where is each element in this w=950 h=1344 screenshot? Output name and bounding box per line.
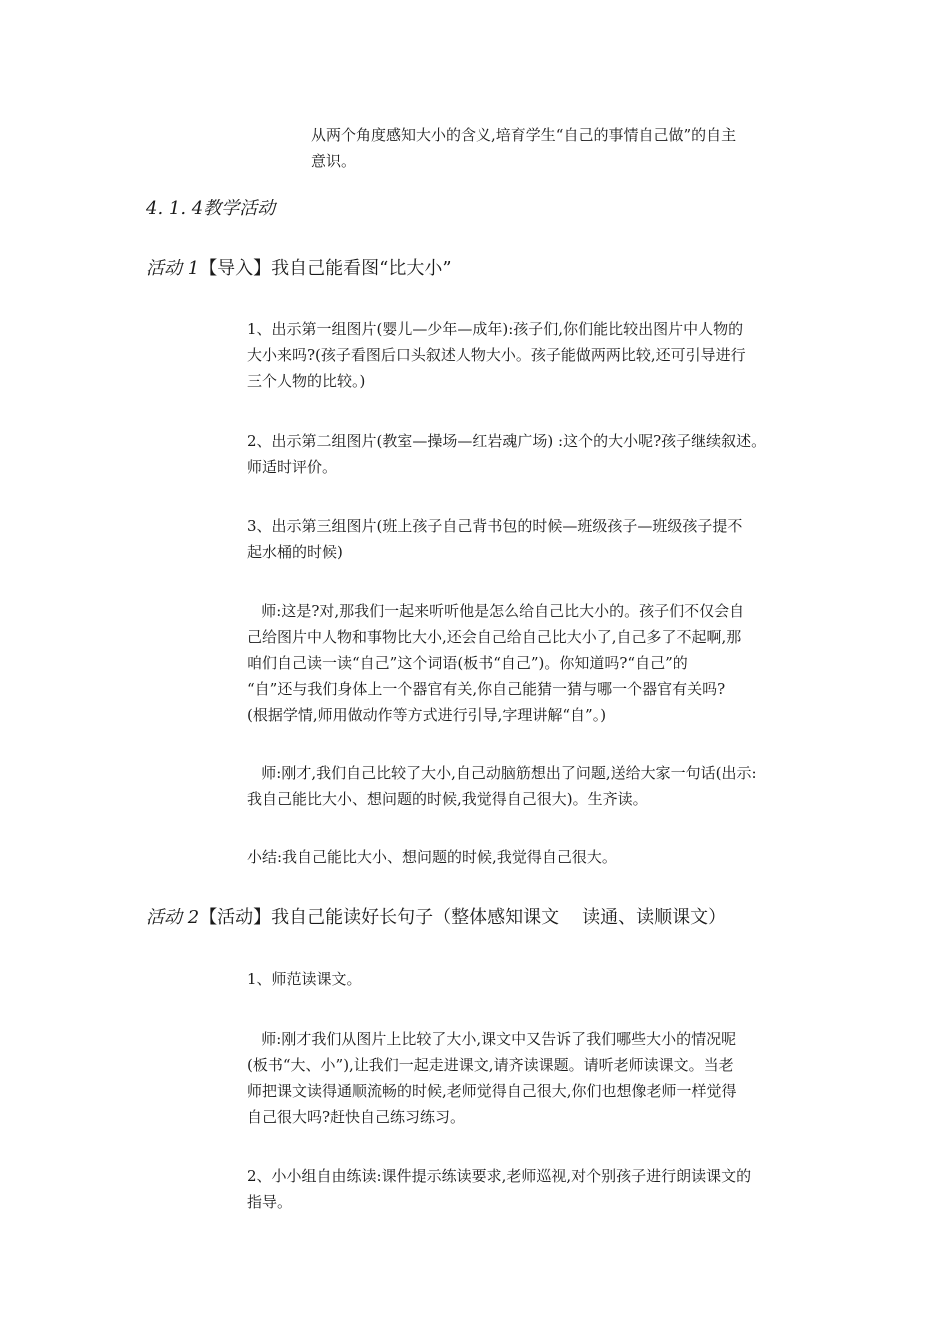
activity-1-step-1 <box>247 316 746 394</box>
teacher-dialogue-2 <box>247 760 757 812</box>
activity-2-step-1 <box>247 966 362 992</box>
text-line: (根据学情,师用做动作等方式进行引导,字理讲解“自”。) <box>247 706 607 724</box>
text-line: 大小来吗?(孩子看图后口头叙述人物大小。孩子能做两两比较,还可引导进行 <box>247 346 746 364</box>
text-line: 3、出示第三组图片(班上孩子自己背书包的时候—班级孩子—班级孩子提不 <box>247 517 743 535</box>
activity-1-step-3 <box>247 513 742 565</box>
text-line: 咱们自己读一读“自己”这个词语(板书“自己”)。你知道吗?“自己”的 <box>247 654 688 672</box>
section-heading: 4. 1. 4教学活动 <box>146 198 276 219</box>
activity-2-step-2 <box>247 1163 751 1215</box>
text-line: 小结:我自己能比大小、想问题的时候,我觉得自己很大。 <box>247 848 617 866</box>
text-line: “自”还与我们身体上一个器官有关,你自己能猜一猜与哪一个器官有关吗? <box>247 680 726 698</box>
text-line: 2、出示第二组图片(教室—操场—红岩魂广场) :这个的大小呢?孩子继续叙述。 <box>247 432 767 450</box>
text-line: 1、师范读课文。 <box>247 970 362 988</box>
text-line: 自己很大吗?赶快自己练习练习。 <box>247 1108 466 1126</box>
activity-1-step-2 <box>247 428 766 480</box>
activity-title: 【导入】我自己能看图“比大小” <box>199 258 452 279</box>
text-line: 己给图片中人物和事物比大小,还会自己给自己比大小了,自己多了不起啊,那 <box>247 628 742 646</box>
text-line: 师适时评价。 <box>247 458 338 476</box>
text-line: 师:刚才,我们自己比较了大小,自己动脑筋想出了问题,送给大家一句话(出示: <box>247 764 757 782</box>
activity-label: 活动 2 <box>146 907 200 928</box>
text-line: 师:刚才我们从图片上比较了大小,课文中又告诉了我们哪些大小的情况呢 <box>247 1030 737 1048</box>
text-line: 指导。 <box>247 1193 293 1211</box>
text-line: 1、出示第一组图片(婴儿—少年—成年):孩子们,你们能比较出图片中人物的 <box>247 320 744 338</box>
text-line: 三个人物的比较。) <box>247 372 366 390</box>
teacher-dialogue-1 <box>247 598 744 728</box>
text-line: 从两个角度感知大小的含义,培育学生“自己的事情自己做”的自主 <box>311 126 737 144</box>
text-line: 我自己能比大小、想问题的时候,我觉得自己很大)。生齐读。 <box>247 790 648 808</box>
activity-2-heading <box>146 905 726 931</box>
text-line: 2、小小组自由练读:课件提示练读要求,老师巡视,对个别孩子进行朗读课文的 <box>247 1167 752 1185</box>
text-line: 师:这是?对,那我们一起来听听他是怎么给自己比大小的。孩子们不仅会自 <box>247 602 745 620</box>
activity-title: 【活动】我自己能读好长句子（整体感知课文 读通、读顺课文） <box>199 907 727 928</box>
text-line: 起水桶的时候) <box>247 543 343 561</box>
text-line: 师把课文读得通顺流畅的时候,老师觉得自己很大,你们也想像老师一样觉得 <box>247 1082 737 1100</box>
text-line: 意识。 <box>311 152 357 170</box>
activity-1-heading <box>146 256 452 282</box>
teacher-dialogue-3 <box>247 1026 737 1130</box>
intro-paragraph <box>311 122 736 174</box>
text-line: (板书“大、小”),让我们一起走进课文,请齐读课题。请听老师读课文。当老 <box>247 1056 734 1074</box>
activity-label: 活动 1 <box>146 258 200 279</box>
summary <box>247 844 617 870</box>
